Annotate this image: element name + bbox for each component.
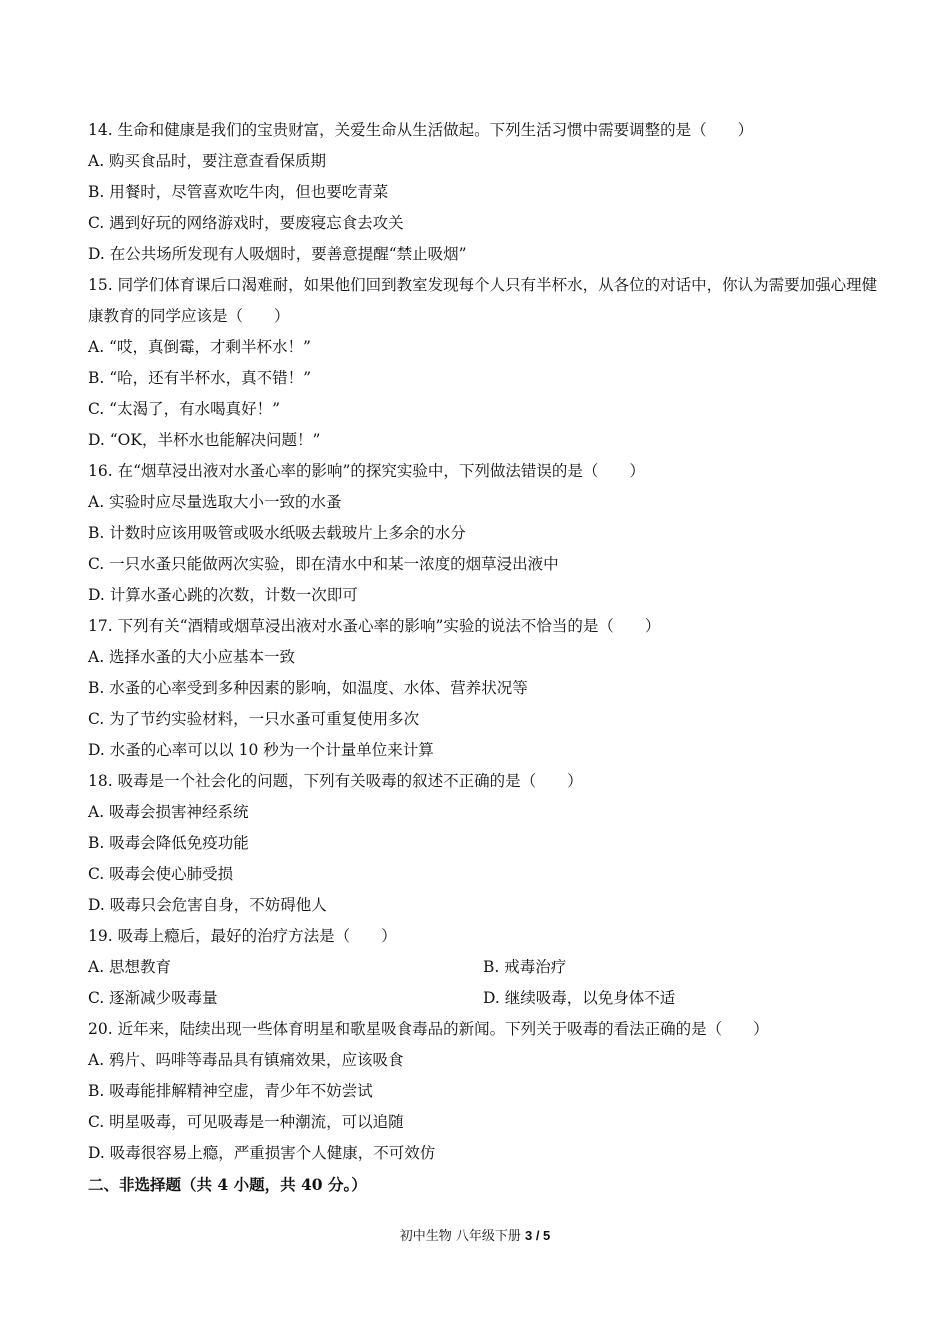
question-19-option-b: B. 戒毒治疗 — [483, 958, 567, 976]
question-17-option-b: B. 水蚤的心率受到多种因素的影响，如温度、水体、营养状况等 — [88, 679, 528, 697]
question-19-options-row-1 — [88, 952, 878, 983]
page-number: 3 / 5 — [524, 1228, 551, 1243]
question-15-stem: 15. 同学们体育课后口渴难耐，如果他们回到教室发现每个人只有半杯水，从各位的对话中，你认为需要加强心理健康教育的同学应该是（ ） — [88, 276, 878, 325]
question-15-option-d: D. “OK，半杯水也能解决问题！” — [88, 431, 321, 449]
question-16-option-a: A. 实验时应尽量选取大小一致的水蚤 — [88, 493, 342, 511]
question-17-option-c: C. 为了节约实验材料，一只水蚤可重复使用多次 — [88, 710, 420, 728]
question-19-option-a: A. 思想教育 — [88, 958, 172, 976]
question-20-option-c: C. 明星吸毒，可见吸毒是一种潮流，可以追随 — [88, 1113, 404, 1131]
question-18-option-c: C. 吸毒会使心肺受损 — [88, 865, 234, 883]
question-14-option-d: D. 在公共场所发现有人吸烟时，要善意提醒“禁止吸烟” — [88, 245, 467, 263]
question-14-stem: 14. 生命和健康是我们的宝贵财富，关爱生命从生活做起。下列生活习惯中需要调整的是（ ） — [88, 121, 754, 139]
question-15-option-b: B. “哈，还有半杯水，真不错！” — [88, 369, 312, 387]
question-20-stem: 20. 近年来，陆续出现一些体育明星和歌星吸食毒品的新闻。下列关于吸毒的看法正确的是（ ） — [88, 1020, 769, 1038]
question-20-option-a: A. 鸦片、吗啡等毒品具有镇痛效果，应该吸食 — [88, 1051, 404, 1069]
question-14-option-a: A. 购买食品时，要注意查看保质期 — [88, 152, 327, 170]
question-18-option-a: A. 吸毒会损害神经系统 — [88, 803, 249, 821]
question-19-stem: 19. 吸毒上瘾后，最好的治疗方法是（ ） — [88, 927, 397, 945]
question-18-option-b: B. 吸毒会降低免疫功能 — [88, 834, 249, 852]
question-16-option-c: C. 一只水蚤只能做两次实验，即在清水中和某一浓度的烟草浸出液中 — [88, 555, 559, 573]
question-17-stem: 17. 下列有关“酒精或烟草浸出液对水蚤心率的影响”实验的说法不恰当的是（ ） — [88, 617, 661, 635]
question-20-option-d: D. 吸毒很容易上瘾，严重损害个人健康，不可效仿 — [88, 1144, 436, 1162]
question-19-option-d: D. 继续吸毒，以免身体不适 — [483, 989, 676, 1007]
page-footer — [0, 1225, 950, 1244]
question-15-option-c: C. “太渴了，有水喝真好！” — [88, 400, 281, 418]
footer-label: 初中生物 八年级下册 — [399, 1229, 521, 1244]
question-16-option-d: D. 计算水蚤心跳的次数，计数一次即可 — [88, 586, 358, 604]
question-17-option-a: A. 选择水蚤的大小应基本一致 — [88, 648, 296, 666]
section-heading-non-choice: 二、非选择题（共 4 小题，共 40 分。） — [88, 1175, 367, 1194]
question-18-stem: 18. 吸毒是一个社会化的问题，下列有关吸毒的叙述不正确的是（ ） — [88, 772, 583, 790]
question-16-option-b: B. 计数时应该用吸管或吸水纸吸去载玻片上多余的水分 — [88, 524, 466, 542]
question-20-option-b: B. 吸毒能排解精神空虚，青少年不妨尝试 — [88, 1082, 373, 1100]
question-15-option-a: A. “哎，真倒霉，才剩半杯水！” — [88, 338, 311, 356]
question-18-option-d: D. 吸毒只会危害自身，不妨碍他人 — [88, 896, 327, 914]
question-19-options-row-2 — [88, 983, 878, 1014]
exam-page — [88, 115, 878, 1200]
question-19-option-c: C. 逐渐减少吸毒量 — [88, 989, 218, 1007]
question-14-option-b: B. 用餐时，尽管喜欢吃牛肉，但也要吃青菜 — [88, 183, 389, 201]
question-16-stem: 16. 在“烟草浸出液对水蚤心率的影响”的探究实验中，下列做法错误的是（ ） — [88, 462, 645, 480]
question-17-option-d: D. 水蚤的心率可以以 10 秒为一个计量单位来计算 — [88, 741, 434, 759]
question-14-option-c: C. 遇到好玩的网络游戏时，要废寝忘食去攻关 — [88, 214, 404, 232]
